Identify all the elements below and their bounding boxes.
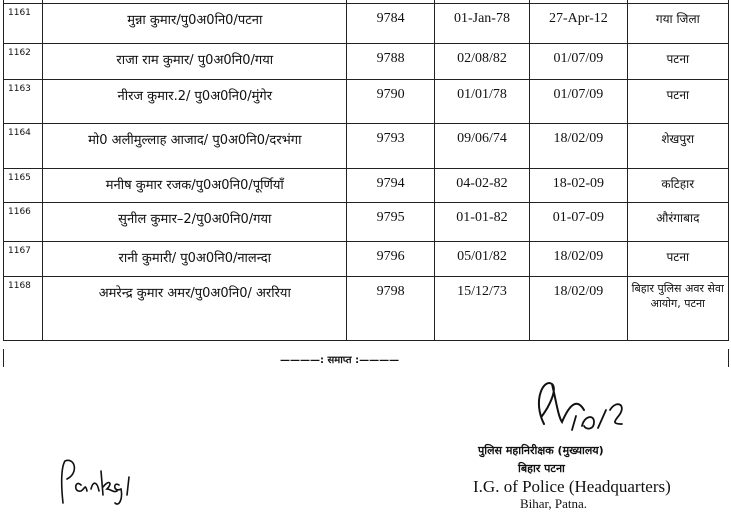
officer-code: 9798: [347, 277, 434, 341]
posting-place: पटना: [627, 44, 728, 80]
signatory-location-english: Bihar, Patna.: [520, 496, 587, 511]
posting-date: 27-Apr-12: [530, 4, 627, 44]
officer-code: 9788: [347, 44, 434, 80]
posting-date: 18/02/09: [530, 242, 627, 277]
officer-name: मुन्ना कुमार/पु0अ0नि0/पटना: [43, 4, 347, 44]
table-row: [4, 242, 729, 277]
officer-name: राजा राम कुमार/ पु0अ0नि0/गया: [43, 44, 347, 80]
end-marker: ————: समाप्त :————: [280, 355, 400, 366]
date-of-birth: 02/08/82: [434, 44, 529, 80]
officer-code: 9790: [347, 80, 434, 124]
posting-place: बिहार पुलिस अवर सेवा आयोग, पटना: [627, 277, 728, 341]
transfer-table: [3, 0, 729, 341]
serial-number: 1168: [4, 277, 43, 341]
posting-date: 18/02/09: [530, 277, 627, 341]
posting-place: पटना: [627, 80, 728, 124]
posting-date: 18/02/09: [530, 124, 627, 169]
serial-number: 1167: [4, 242, 43, 277]
officer-name: रानी कुमारी/ पु0अ0नि0/नालन्दा: [43, 242, 347, 277]
date-of-birth: 05/01/82: [434, 242, 529, 277]
date-of-birth: 01-Jan-78: [434, 4, 529, 44]
handwritten-signature: [55, 455, 155, 507]
table-row: [4, 203, 729, 242]
officer-code: 9796: [347, 242, 434, 277]
officer-name: नीरज कुमार.2/ पु0अ0नि0/मुंगेर: [43, 80, 347, 124]
posting-place: गया जिला: [627, 4, 728, 44]
posting-place: औरंगाबाद: [627, 203, 728, 242]
officer-name: मो0 अलीमुल्लाह आजाद/ पु0अ0नि0/दरभंगा: [43, 124, 347, 169]
officer-code: 9795: [347, 203, 434, 242]
officer-code: 9793: [347, 124, 434, 169]
date-of-birth: 15/12/73: [434, 277, 529, 341]
table-row: [4, 44, 729, 80]
posting-place: शेखपुरा: [627, 124, 728, 169]
table-row: [4, 80, 729, 124]
officer-name: अमरेन्द्र कुमार अमर/पु0अ0नि0/ अररिया: [43, 277, 347, 341]
serial-number: 1162: [4, 44, 43, 80]
table-row: [4, 277, 729, 341]
signatory-designation-english: I.G. of Police (Headquarters): [473, 477, 671, 496]
date-of-birth: 09/06/74: [434, 124, 529, 169]
serial-number: 1163: [4, 80, 43, 124]
serial-number: 1165: [4, 169, 43, 203]
serial-number: 1161: [4, 4, 43, 44]
posting-date: 01/07/09: [530, 80, 627, 124]
officer-name: सुनील कुमार–2/पु0अ0नि0/गया: [43, 203, 347, 242]
posting-date: 01/07/09: [530, 44, 627, 80]
officer-code: 9794: [347, 169, 434, 203]
officer-name: मनीष कुमार रजक/पु0अ0नि0/पूर्णियाँ: [43, 169, 347, 203]
signatory-designation-hindi: पुलिस महानिरीक्षक (मुख्यालय): [478, 444, 604, 457]
serial-number: 1166: [4, 203, 43, 242]
officer-code: 9784: [347, 4, 434, 44]
table-row: [4, 169, 729, 203]
date-of-birth: 01/01/78: [434, 80, 529, 124]
table-row: [4, 124, 729, 169]
posting-place: कटिहार: [627, 169, 728, 203]
table-row: [4, 4, 729, 44]
signatory-location-hindi: बिहार पटना: [518, 462, 565, 475]
officer-handwritten-initials: [522, 370, 652, 448]
posting-date: 01-07-09: [530, 203, 627, 242]
posting-date: 18-02-09: [530, 169, 627, 203]
date-of-birth: 01-01-82: [434, 203, 529, 242]
date-of-birth: 04-02-82: [434, 169, 529, 203]
posting-place: पटना: [627, 242, 728, 277]
serial-number: 1164: [4, 124, 43, 169]
